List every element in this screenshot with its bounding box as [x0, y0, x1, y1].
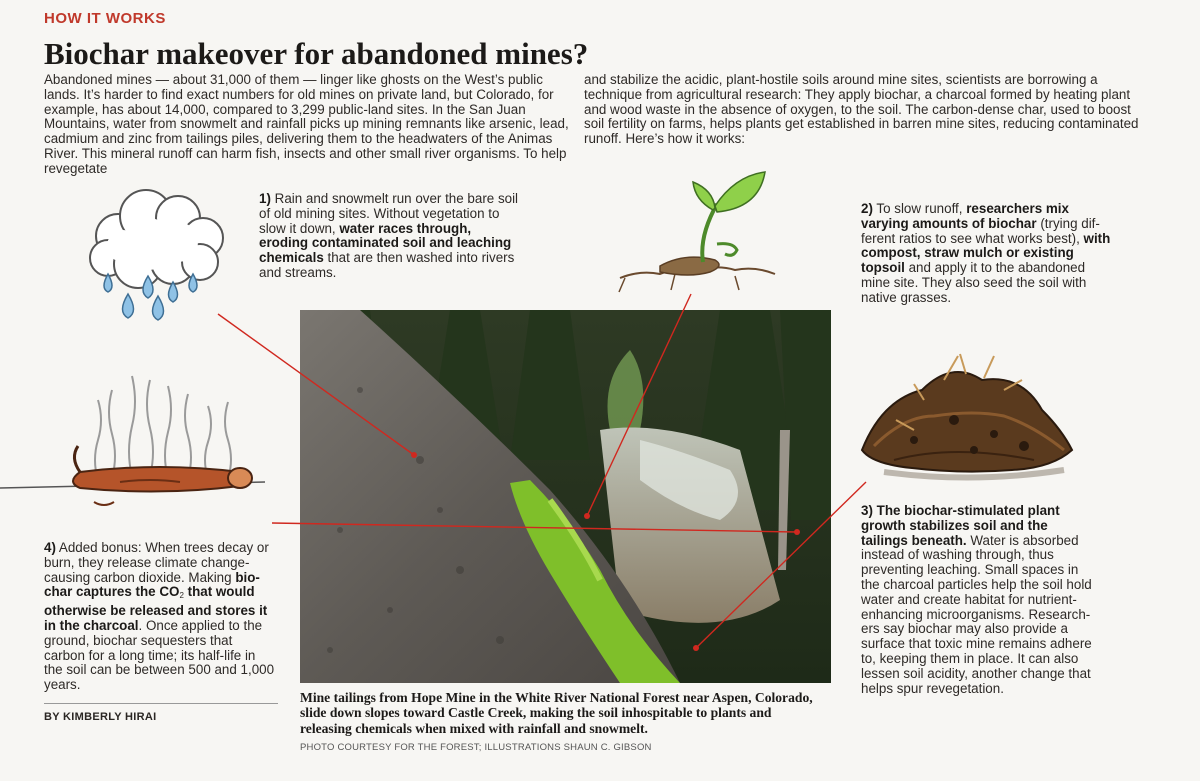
step-1-bold: water races through, eroding contaminated soil and leaching chemicals [259, 220, 512, 266]
step-4-bold-2: that would otherwise be released and stores it in the charcoal [44, 584, 268, 633]
step-2-number: 2) [861, 201, 873, 216]
step-2-text-c: (trying dif-ferent ratios to see what works best), [861, 215, 1100, 246]
photo-credit: PHOTO COURTESY FOR THE FOREST; ILLUSTRATIONS SHAUN C. GIBSON [300, 742, 652, 753]
step-2-text [861, 202, 1111, 306]
step-3-text-c: Water is absorbed instead of washing through, thus preventing leaching. Small spaces in the charcoal particles help the soil hold water and create habitat for nutrient-enhancing microorganisms. Research-ers say biochar may also provide a surface that toxic mine remains adhere to, keeping them in place. It can also lessen soil acidity, another change that helps spur revegetation. [861, 532, 1092, 696]
intro-column-right: and stabilize the acidic, plant-hostile soils around mine sites, scientists are borrowing a technique from agricultural research: They apply biochar, a charcoal formed by heating plant and wood waste in the absence of oxygen, to the soil. The carbon-dense char, used to boost soil fertility on farms, helps plants get established in barren mine sites, reducing contaminated runoff. Here’s how it works: [584, 72, 1139, 147]
step-3-number: 3) [861, 503, 873, 518]
co2-subscript: 2 [179, 591, 184, 601]
byline-divider [44, 703, 278, 704]
step-1-text-a: Rain and snowmelt run over the bare soil of old mining sites. Without vegetation to slow it down, [259, 191, 519, 236]
biochar-pile-icon [854, 350, 1084, 490]
step-2-text-a: To slow runoff, [872, 201, 967, 216]
step-3-text [861, 504, 1093, 696]
byline: BY KIMBERLY HIRAI [44, 711, 157, 723]
step-4-text-a: Added bonus: When trees decay or burn, they release climate change-causing carbon dioxide. Making [44, 540, 269, 585]
rain-cloud-icon [78, 176, 248, 346]
step-2-bold-1: researchers mix varying amounts of biochar [861, 201, 1069, 231]
photo-caption: Mine tailings from Hope Mine in the White River National Forest near Aspen, Colorado, slide down slopes toward Castle Creek, making the soil inhospitable to plants and releasing chemicals when mixed with rainfall and snowmelt. [300, 690, 813, 736]
step-2-text-e: and apply it to the abandoned mine site. They also seed the soil with native grasses. [861, 260, 1087, 305]
step-1-text-c: that are then washed into rivers and streams. [259, 250, 515, 280]
section-kicker: HOW IT WORKS [44, 10, 166, 27]
step-4-bold-1: bio-char captures the CO [44, 569, 260, 600]
step-3-bold: The biochar-stimulated plant growth stabilizes soil and the tailings beneath. [861, 503, 1060, 548]
step-2-bold-2: with compost, straw mulch or existing topsoil [861, 230, 1111, 276]
step-4-text [44, 541, 276, 693]
mine-tailings-photo [300, 310, 831, 683]
headline: Biochar makeover for abandoned mines? [44, 36, 589, 71]
step-4-number: 4) [44, 540, 56, 555]
smoldering-log-icon [0, 360, 275, 520]
step-1-number: 1) [259, 191, 271, 206]
step-4-text-c: . Once applied to the ground, biochar sequesters that carbon for a long time; its half-life in the soil can be between 500 and 1,000 years. [44, 617, 275, 693]
intro-column-left: Abandoned mines — about 31,000 of them — linger like ghosts on the West’s public lands. It’s harder to find exact numbers for old mines on private land, but Colorado, for example, has about 14,000, compared to 3,299 public-land sites. In the San Juan Mountains, water from snowmelt and rainfall picks up mining remnants like arsenic, lead, cadmium and zinc from tailings piles, delivering them to the headwaters of the Animas River. This mineral runoff can harm fish, insects and other small river organisms. To help revegetate [44, 72, 569, 176]
step-1-text [259, 192, 521, 281]
seedling-icon [615, 166, 785, 296]
